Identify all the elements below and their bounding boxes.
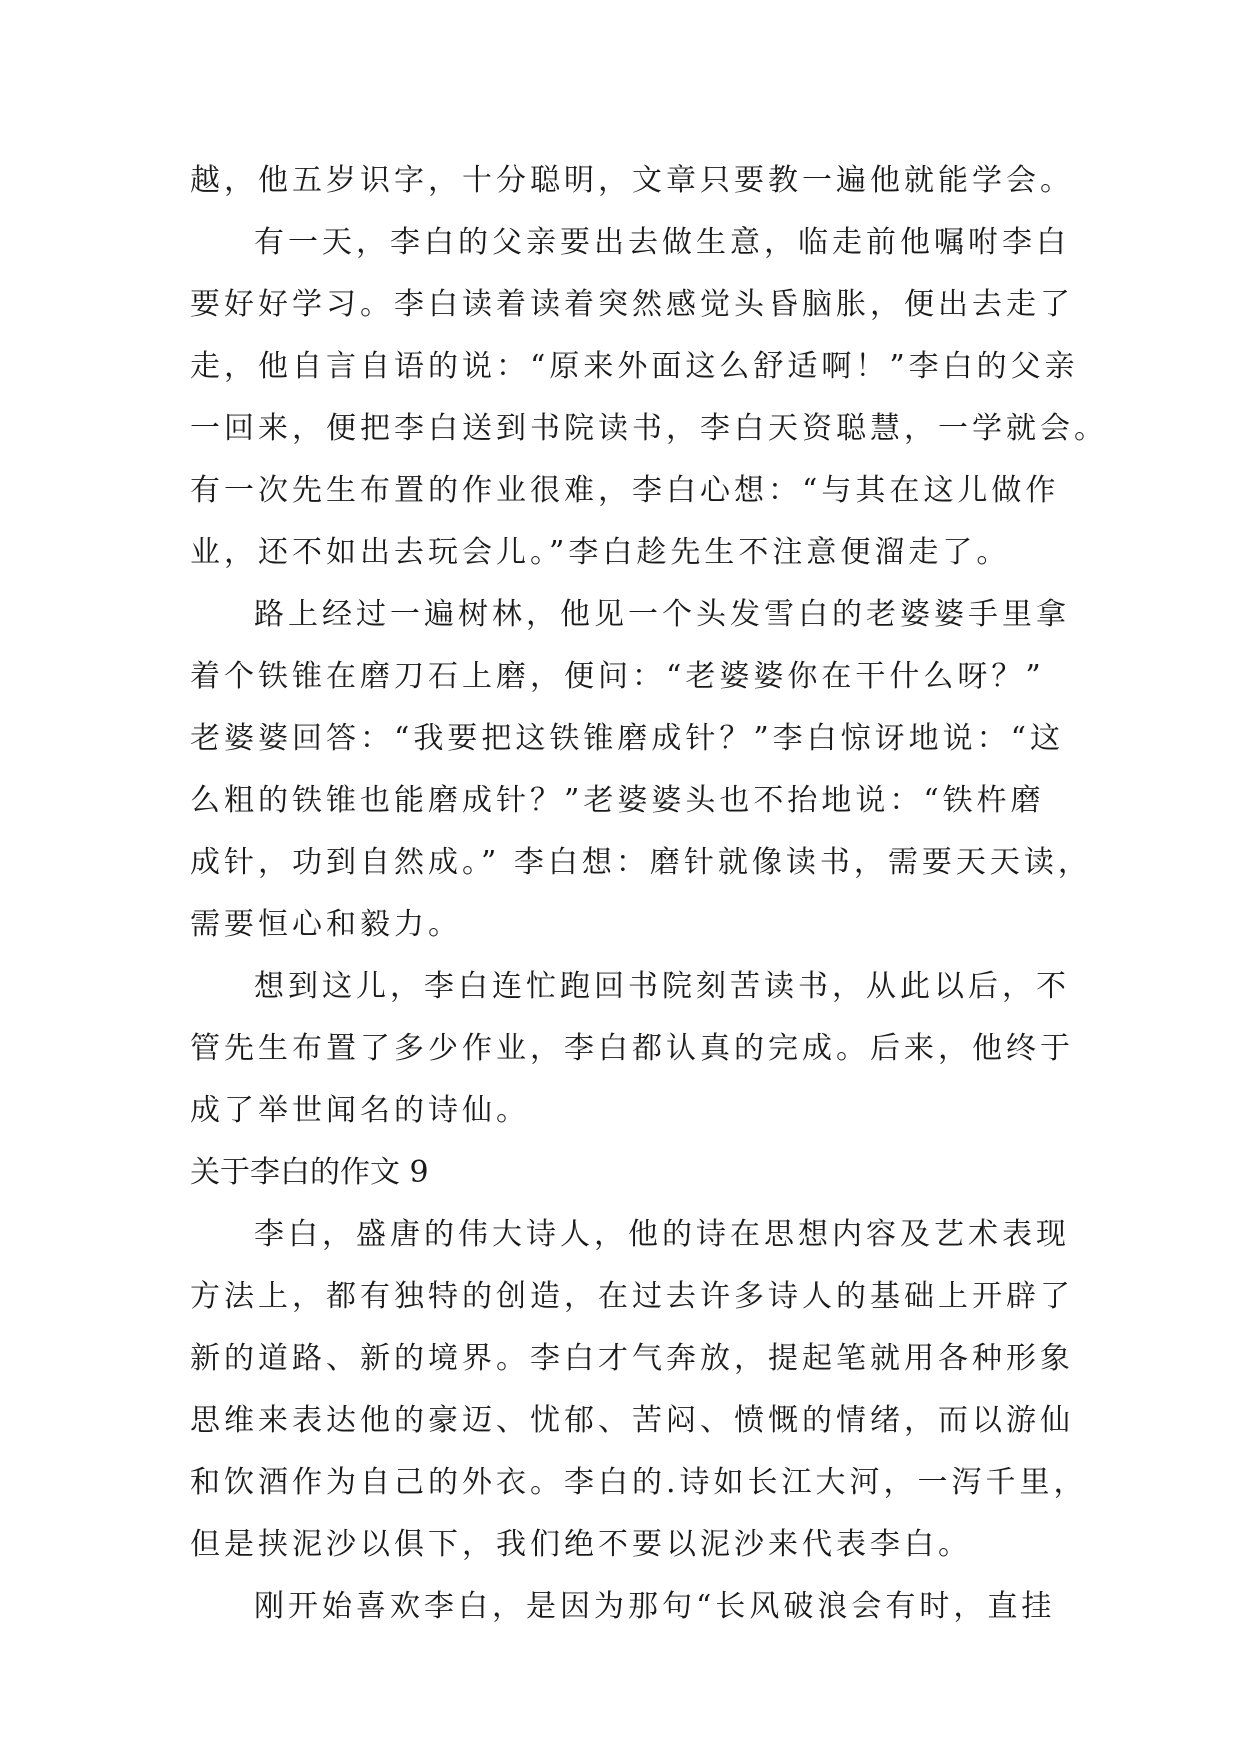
paragraph-start-line: 刚开始喜欢李白，是因为那句“长风破浪会有时，直挂 xyxy=(254,1589,1056,1624)
text-line: 需要恒心和毅力。 xyxy=(190,907,462,942)
text-line: 越，他五岁识字，十分聪明，文章只要教一遍他就能学会。 xyxy=(190,163,1074,198)
text-line: 么粗的铁锥也能磨成针？”老婆婆头也不抬地说：“铁杵磨 xyxy=(190,783,1045,818)
paragraph-start-line: 有一天，李白的父亲要出去做生意，临走前他嘱咐李白 xyxy=(254,225,1070,260)
text-line: 有一次先生布置的作业很难，李白心想：“与其在这儿做作 xyxy=(190,473,1060,508)
text-line: 业，还不如出去玩会儿。”李白趁先生不注意便溜走了。 xyxy=(190,535,1011,570)
text-line: 走，他自言自语的说：“原来外面这么舒适啊！”李白的父亲 xyxy=(190,349,1079,384)
document-body xyxy=(190,150,1108,1638)
text-line: 成了举世闻名的诗仙。 xyxy=(190,1093,530,1128)
text-line: 着个铁锥在磨刀石上磨，便问：“老婆婆你在干什么呀？” xyxy=(190,659,1045,694)
text-line: 思维来表达他的豪迈、忧郁、苦闷、愤慨的情绪，而以游仙 xyxy=(190,1403,1074,1438)
paragraph-start-line: 想到这儿，李白连忙跑回书院刻苦读书，从此以后，不 xyxy=(254,969,1070,1004)
text-line: 和饮酒作为自己的外衣。李白的.诗如长江大河，一泻千里， xyxy=(190,1465,1088,1500)
paragraph-start-line: 路上经过一遍树林，他见一个头发雪白的老婆婆手里拿 xyxy=(254,597,1070,632)
text-line: 成针，功到自然成。” 李白想：磨针就像读书，需要天天读， xyxy=(190,845,1092,880)
text-line: 一回来，便把李白送到书院读书，李白天资聪慧，一学就会。 xyxy=(190,411,1108,446)
paragraph-start-line: 李白，盛唐的伟大诗人，他的诗在思想内容及艺术表现 xyxy=(254,1217,1070,1252)
text-line: 但是挟泥沙以俱下，我们绝不要以泥沙来代表李白。 xyxy=(190,1527,972,1562)
text-line: 新的道路、新的境界。李白才气奔放，提起笔就用各种形象 xyxy=(190,1341,1074,1376)
section-heading: 关于李白的作文 9 xyxy=(190,1155,429,1190)
text-line: 要好好学习。李白读着读着突然感觉头昏脑胀，便出去走了 xyxy=(190,287,1074,322)
text-line: 管先生布置了多少作业，李白都认真的完成。后来，他终于 xyxy=(190,1031,1074,1066)
text-line: 方法上，都有独特的创造，在过去许多诗人的基础上开辟了 xyxy=(190,1279,1074,1314)
text-line: 老婆婆回答：“我要把这铁锥磨成针？”李白惊讶地说：“这 xyxy=(190,721,1065,756)
